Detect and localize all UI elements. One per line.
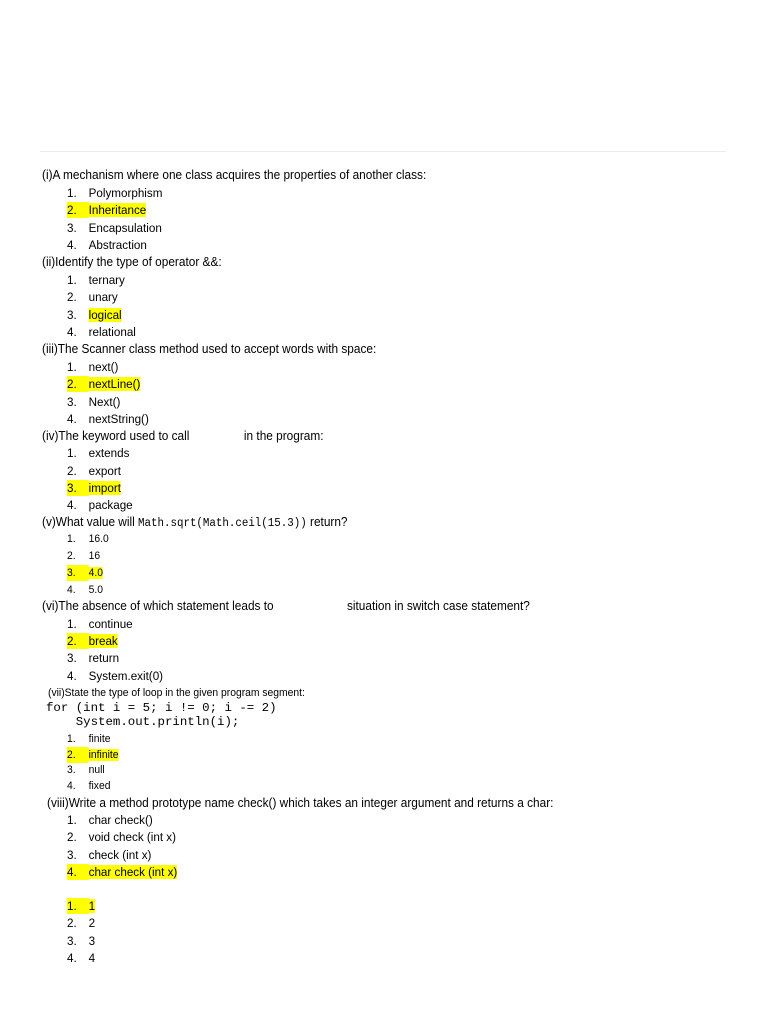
- question-6-prompt: (vi)The absence of which statement leads to situation in switch case statement?: [42, 599, 530, 613]
- question-5-option-4[interactable]: 4. 5.0: [67, 584, 103, 596]
- question-2-prompt: (ii)Identify the type of operator &&:: [42, 255, 222, 269]
- question-3-option-4[interactable]: 4. nextString(): [67, 412, 149, 426]
- question-8-option-2[interactable]: 2. void check (int x): [67, 830, 177, 844]
- question-4-prompt: [42, 428, 324, 444]
- question-7-option-1[interactable]: 1. finite: [67, 733, 111, 745]
- question-6-option-3[interactable]: 3. return: [67, 651, 120, 665]
- question-1-option-1[interactable]: 1. Polymorphism: [67, 186, 163, 200]
- question-8-option-4[interactable]: 4. char check (int x): [67, 865, 178, 879]
- question-2-option-2[interactable]: 2. unary: [67, 290, 118, 304]
- question-7-option-2[interactable]: 2. infinite: [67, 749, 119, 761]
- question-7-option-4[interactable]: 4. fixed: [67, 780, 111, 792]
- question-8-option-1[interactable]: 1. char check(): [67, 813, 153, 827]
- question-1-option-4[interactable]: 4. Abstraction: [67, 238, 147, 252]
- question-3-option-1[interactable]: 1. next(): [67, 360, 119, 374]
- question-6-option-2[interactable]: 2. break: [67, 634, 118, 648]
- question-1-prompt: (i)A mechanism where one class acquires the properties of another class:: [42, 168, 427, 182]
- question-4-option-4[interactable]: 4. package: [67, 498, 133, 512]
- question-1-option-3[interactable]: 3. Encapsulation: [67, 221, 162, 235]
- question-1-option-2[interactable]: 2. Inheritance: [67, 203, 147, 217]
- question-5-option-2[interactable]: 2. 16: [67, 550, 101, 562]
- question-8-prompt: (viii)Write a method prototype name check() which takes an integer argument and returns a char:: [47, 796, 554, 810]
- question-7-option-3[interactable]: 3. null: [67, 764, 105, 776]
- question-5-prompt: (v)What value will Math.sqrt(Math.ceil(15.3)) return?: [42, 515, 348, 530]
- page-divider: [40, 151, 726, 152]
- question-6-option-1[interactable]: 1. continue: [67, 617, 133, 631]
- question-4-prompt-end: in the program:: [243, 429, 324, 443]
- question-5-code: Math.sqrt(Math.ceil(15.3)): [138, 517, 307, 530]
- question-2-option-3[interactable]: 3. logical: [67, 308, 122, 322]
- question-4-option-2[interactable]: 2. export: [67, 464, 121, 478]
- question-9-option-4[interactable]: 4. 4: [67, 951, 96, 965]
- question-4-option-3[interactable]: 3. import: [67, 481, 121, 495]
- question-9-option-2[interactable]: 2. 2: [67, 916, 96, 930]
- question-9-option-3[interactable]: 3. 3: [67, 934, 96, 948]
- question-9-option-1[interactable]: 1. 1: [67, 899, 96, 913]
- question-2-option-4[interactable]: 4. relational: [67, 325, 136, 339]
- question-2-option-1[interactable]: 1. ternary: [67, 273, 125, 287]
- question-7-code-line-2: System.out.println(i);: [46, 715, 240, 729]
- question-8-option-3[interactable]: 3. check (int x): [67, 848, 152, 862]
- question-3-prompt: (iii)The Scanner class method used to accept words with space:: [42, 342, 377, 356]
- question-6-option-4[interactable]: 4. System.exit(0): [67, 669, 164, 683]
- question-3-option-3[interactable]: 3. Next(): [67, 395, 121, 409]
- question-4-option-1[interactable]: 1. extends: [67, 446, 130, 460]
- question-7-code-line-1: for (int i = 5; i != 0; i -= 2): [46, 701, 277, 715]
- question-4-prompt-start: (iv)The keyword used to call: [42, 429, 190, 443]
- question-5-option-1[interactable]: 1. 16.0: [67, 533, 109, 545]
- question-5-option-3[interactable]: 3. 4.0: [67, 567, 103, 579]
- question-7-prompt: (vii)State the type of loop in the given program segment:: [48, 687, 305, 699]
- question-3-option-2[interactable]: 2. nextLine(): [67, 377, 141, 391]
